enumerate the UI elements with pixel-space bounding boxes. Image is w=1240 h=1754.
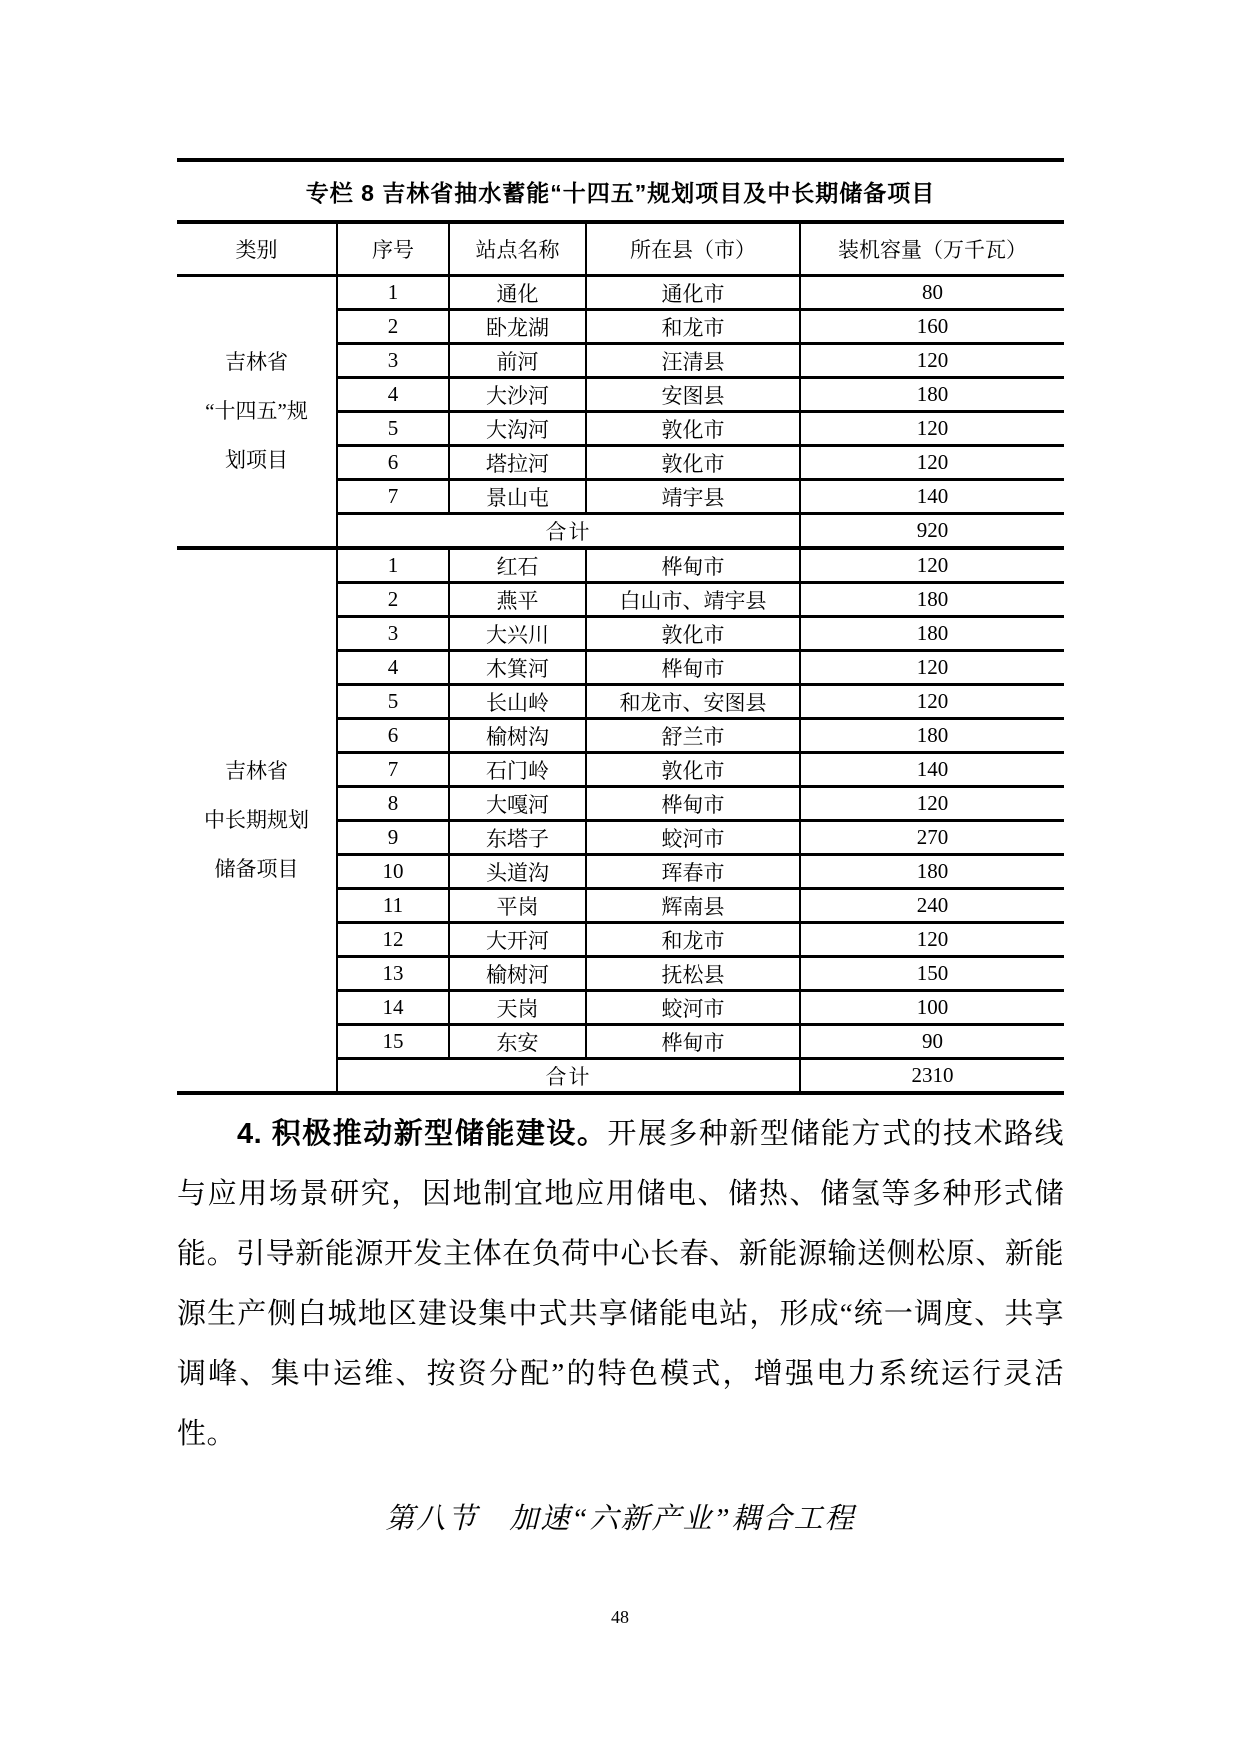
site-name: 大开河 (449, 923, 586, 957)
county: 桦甸市 (586, 787, 800, 821)
site-name: 前河 (449, 344, 586, 378)
site-name: 头道沟 (449, 855, 586, 889)
county: 和龙市、安图县 (586, 685, 800, 719)
site-name: 榆树沟 (449, 719, 586, 753)
capacity: 270 (800, 821, 1064, 855)
category-cell (177, 548, 337, 1093)
category-line: 吉林省 (225, 350, 288, 374)
county: 桦甸市 (586, 1025, 800, 1059)
capacity: 160 (800, 310, 1064, 344)
county: 汪清县 (586, 344, 800, 378)
row-seq: 6 (337, 446, 449, 480)
row-seq: 1 (337, 276, 449, 310)
capacity: 180 (800, 617, 1064, 651)
capacity: 180 (800, 719, 1064, 753)
site-name: 塔拉河 (449, 446, 586, 480)
site-name: 通化 (449, 276, 586, 310)
site-name: 大兴川 (449, 617, 586, 651)
site-name: 景山屯 (449, 480, 586, 514)
section-heading: 第八节 加速“六新产业”耦合工程 (385, 1503, 856, 1535)
row-seq: 13 (337, 957, 449, 991)
row-seq: 3 (337, 344, 449, 378)
row-seq: 7 (337, 753, 449, 787)
capacity: 180 (800, 378, 1064, 412)
row-seq: 5 (337, 412, 449, 446)
header-seq: 序号 (337, 222, 449, 276)
site-name: 榆树河 (449, 957, 586, 991)
header-capacity: 装机容量（万千瓦） (800, 222, 1064, 276)
county: 桦甸市 (586, 548, 800, 583)
row-seq: 6 (337, 719, 449, 753)
capacity: 120 (800, 651, 1064, 685)
site-name: 木箕河 (449, 651, 586, 685)
table-title-row (177, 160, 1064, 222)
site-name: 东塔子 (449, 821, 586, 855)
county: 靖宇县 (586, 480, 800, 514)
county: 桦甸市 (586, 651, 800, 685)
category-cell (177, 276, 337, 549)
capacity: 120 (800, 344, 1064, 378)
row-seq: 7 (337, 480, 449, 514)
row-seq: 4 (337, 651, 449, 685)
row-seq: 9 (337, 821, 449, 855)
document-page (177, 158, 1064, 1537)
row-seq: 10 (337, 855, 449, 889)
capacity: 140 (800, 480, 1064, 514)
site-name: 燕平 (449, 583, 586, 617)
paragraph-lead: 4. 积极推动新型储能建设。 (237, 1118, 608, 1150)
site-name: 红石 (449, 548, 586, 583)
row-seq: 11 (337, 889, 449, 923)
county: 安图县 (586, 378, 800, 412)
capacity: 120 (800, 923, 1064, 957)
county: 通化市 (586, 276, 800, 310)
table-body (177, 276, 1064, 1094)
county: 蛟河市 (586, 991, 800, 1025)
site-name: 大嘎河 (449, 787, 586, 821)
county: 和龙市 (586, 923, 800, 957)
site-name: 平岗 (449, 889, 586, 923)
total-label: 合计 (337, 514, 800, 549)
total-value: 2310 (800, 1059, 1064, 1094)
header-site-name: 站点名称 (449, 222, 586, 276)
capacity: 120 (800, 446, 1064, 480)
total-label: 合计 (337, 1059, 800, 1094)
county: 白山市、靖宇县 (586, 583, 800, 617)
capacity: 180 (800, 855, 1064, 889)
row-seq: 12 (337, 923, 449, 957)
table-title: 专栏 8 吉林省抽水蓄能“十四五”规划项目及中长期储备项目 (177, 160, 1064, 222)
capacity: 80 (800, 276, 1064, 310)
county: 珲春市 (586, 855, 800, 889)
county: 和龙市 (586, 310, 800, 344)
storage-paragraph (177, 1104, 1064, 1464)
county: 敦化市 (586, 412, 800, 446)
county: 敦化市 (586, 446, 800, 480)
category-line: 吉林省 (225, 759, 288, 783)
county: 舒兰市 (586, 719, 800, 753)
site-name: 卧龙湖 (449, 310, 586, 344)
total-value: 920 (800, 514, 1064, 549)
county: 敦化市 (586, 753, 800, 787)
row-seq: 8 (337, 787, 449, 821)
row-seq: 3 (337, 617, 449, 651)
category-line: 划项目 (225, 448, 288, 472)
header-category: 类别 (177, 222, 337, 276)
project-table (177, 158, 1064, 1095)
row-seq: 2 (337, 583, 449, 617)
capacity: 150 (800, 957, 1064, 991)
capacity: 240 (800, 889, 1064, 923)
capacity: 100 (800, 991, 1064, 1025)
table-row (177, 276, 1064, 310)
capacity: 120 (800, 548, 1064, 583)
capacity: 180 (800, 583, 1064, 617)
site-name: 天岗 (449, 991, 586, 1025)
site-name: 大沟河 (449, 412, 586, 446)
row-seq: 1 (337, 548, 449, 583)
county: 蛟河市 (586, 821, 800, 855)
category-line: 储备项目 (214, 857, 299, 881)
header-county: 所在县（市） (586, 222, 800, 276)
category-line: “十四五”规 (205, 399, 308, 423)
row-seq: 2 (337, 310, 449, 344)
paragraph-body: 开展多种新型储能方式的技术路线与应用场景研究，因地制宜地应用储电、储热、储氢等多种形式储能。引导新能源开发主体在负荷中心长春、新能源输送侧松原、新能源生产侧白城地区建设集中式共享储能电站，形成“统一调度、共享调峰、集中运维、按资分配”的特色模式，增强电力系统运行灵活性。 (177, 1118, 1064, 1450)
capacity: 120 (800, 685, 1064, 719)
capacity: 90 (800, 1025, 1064, 1059)
capacity: 140 (800, 753, 1064, 787)
county: 辉南县 (586, 889, 800, 923)
site-name: 石门岭 (449, 753, 586, 787)
site-name: 东安 (449, 1025, 586, 1059)
capacity: 120 (800, 787, 1064, 821)
capacity: 120 (800, 412, 1064, 446)
table-row (177, 548, 1064, 583)
category-line: 中长期规划 (204, 808, 309, 832)
row-seq: 14 (337, 991, 449, 1025)
row-seq: 4 (337, 378, 449, 412)
row-seq: 15 (337, 1025, 449, 1059)
row-seq: 5 (337, 685, 449, 719)
site-name: 大沙河 (449, 378, 586, 412)
county: 抚松县 (586, 957, 800, 991)
page-number: 48 (611, 1607, 629, 1627)
site-name: 长山岭 (449, 685, 586, 719)
county: 敦化市 (586, 617, 800, 651)
table-header-row (177, 222, 1064, 276)
